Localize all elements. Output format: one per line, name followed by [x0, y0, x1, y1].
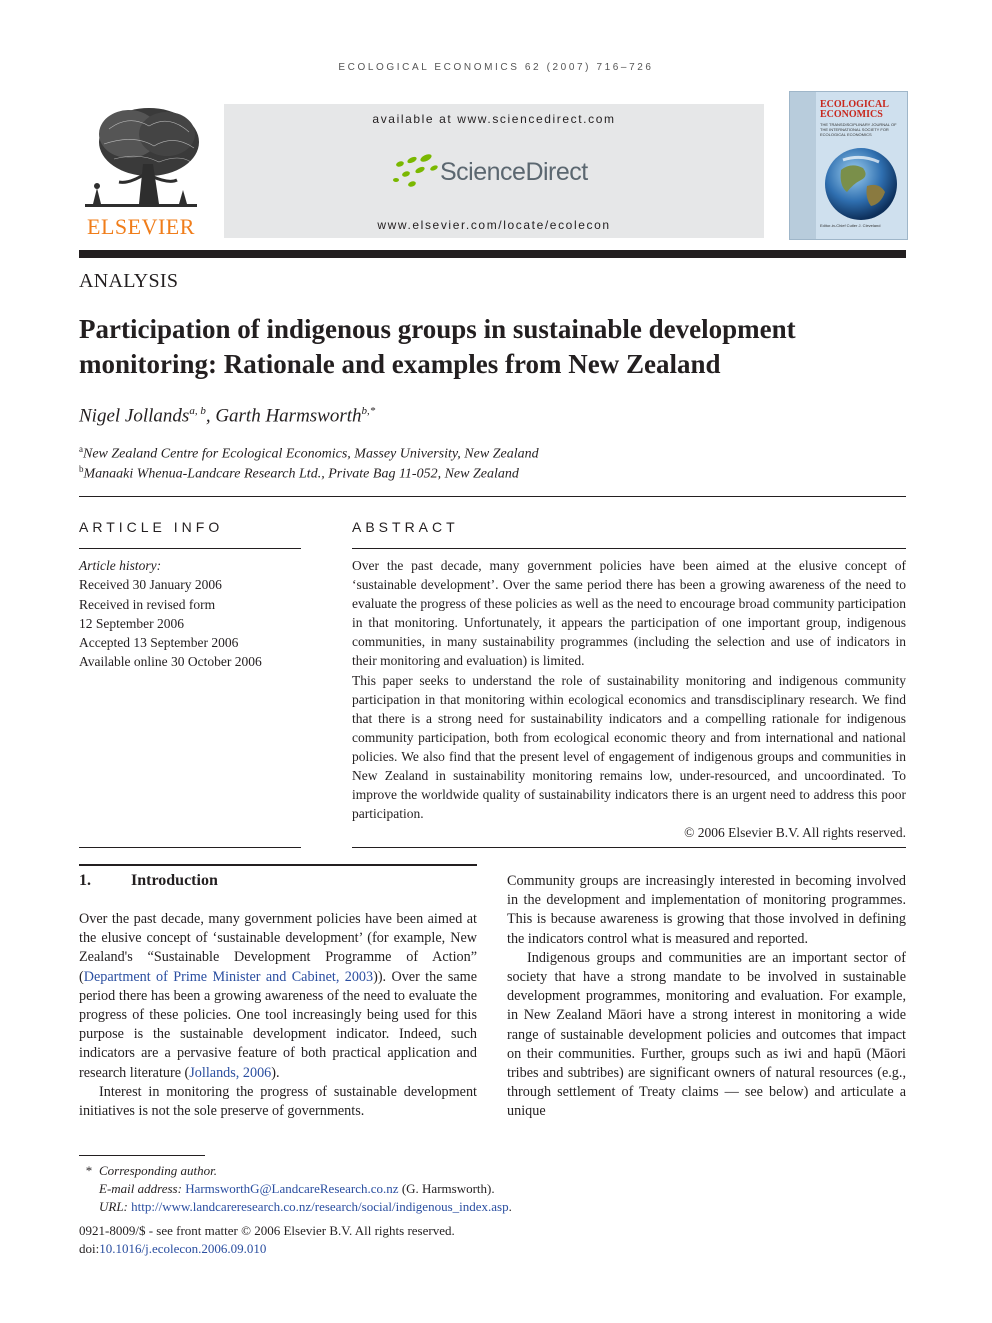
abstract-heading: ABSTRACT — [352, 519, 459, 535]
affiliation-text: New Zealand Centre for Ecological Economics, Massey University, New Zealand — [83, 446, 539, 462]
divider — [79, 864, 477, 866]
doi-label: doi: — [79, 1241, 100, 1256]
journal-cover-thumbnail[interactable] — [789, 91, 908, 240]
divider — [352, 847, 906, 848]
cover-side-strip — [790, 92, 816, 239]
issn-line: 0921-8009/$ - see front matter © 2006 Elsevier B.V. All rights reserved. — [79, 1223, 455, 1238]
footnote-corresponding-text: Corresponding author. — [99, 1163, 217, 1178]
cover-title-line1: ECOLOGICAL — [820, 99, 889, 110]
cover-editor: Editor-in-Chief Cutler J. Cleveland — [820, 223, 881, 228]
footnote-rule — [79, 1155, 205, 1156]
author-affiliation-mark: b,* — [361, 405, 376, 417]
section-title: Introduction — [131, 872, 218, 889]
section-label: ANALYSIS — [79, 270, 179, 292]
url-suffix: . — [508, 1199, 512, 1214]
abstract-paragraph: Over the past decade, many government policies have been aimed at the elusive concept of ‘sustainable development’. Over the same period there has been a growing awareness of the need to evaluate the progress of these policies as well as the need to encourage broad community participation in that monitoring. Unfortunately, it appears the participation of one important group, indigenous communities, in many sustainability programmes (including the selection and use of indicators in their monitoring and evaluation) is limited. — [352, 558, 906, 669]
cover-title-line2: ECONOMICS — [820, 109, 883, 120]
url-link[interactable]: http://www.landcareresearch.co.nz/research/social/indigenous_index.asp — [131, 1199, 509, 1214]
body-paragraph: Indigenous groups and communities are an important sector of society that have a strong mandate to be involved in sustainable development programmes, monitoring and evaluation. For example, in New Zealand Māori have a strong interest in monitoring a wide range of sustainable development policies and outcomes that impact on their communities. Further, groups such as iwi and hapū (Māori tribes and subtribes) are significant owners of natural resources (e.g., through settlement of Treaty claims — see below) and articulate a unique — [507, 949, 906, 1120]
affiliation-mark: a — [79, 444, 83, 454]
affiliation-text: Manaaki Whenua-Landcare Research Ltd., Private Bag 11-052, New Zealand — [83, 466, 519, 482]
elsevier-logo[interactable] — [79, 104, 203, 240]
divider — [79, 496, 906, 497]
article-title: Participation of indigenous groups in sustainable development monitoring: Rationale and examples from New Zealand — [79, 314, 796, 379]
sciencedirect-banner — [224, 104, 764, 238]
footnote-corresponding — [79, 1162, 512, 1180]
journal-running-header: ECOLOGICAL ECONOMICS 62 (2007) 716–726 — [338, 62, 654, 73]
footnote-star: * — [85, 1163, 93, 1178]
globe-icon — [823, 146, 899, 222]
article-history — [79, 556, 301, 672]
affiliation-mark: b — [79, 464, 84, 474]
author-name[interactable]: Garth Harmsworth — [215, 405, 362, 427]
body-paragraph — [79, 910, 477, 1083]
elsevier-locate-url[interactable]: www.elsevier.com/locate/ecolecon — [377, 218, 611, 232]
affiliation — [79, 444, 539, 463]
sciencedirect-logo-text: ScienceDirect — [440, 158, 588, 186]
history-label: Article history: — [79, 558, 162, 573]
history-item: Received in revised form — [79, 596, 216, 612]
body-text: )). Over the same period there has been a growing awareness of the need to evaluate the progress of these policies. One tool increasingly being used for this purpose is the sustainable development indicator. Indeed, such indicators are a pervasive feature of both practical application and research literature ( — [79, 968, 477, 1081]
doi-line — [79, 1240, 455, 1258]
email-link[interactable]: HarmsworthG@LandcareResearch.co.nz — [185, 1181, 399, 1196]
citation-link[interactable]: Jollands, 2006 — [189, 1064, 272, 1081]
sciencedirect-logo[interactable] — [392, 154, 602, 194]
section-heading-introduction — [79, 872, 218, 890]
author-name[interactable]: Nigel Jollands — [79, 405, 190, 427]
sciencedirect-leaves-icon — [392, 154, 440, 194]
divider — [352, 548, 906, 549]
footnote — [79, 1162, 512, 1216]
footnote-url — [79, 1198, 512, 1216]
article-info-heading: ARTICLE INFO — [79, 519, 224, 535]
history-item: Accepted 13 September 2006 — [79, 635, 239, 651]
footnote-email — [79, 1180, 512, 1198]
email-label: E-mail address: — [99, 1181, 182, 1196]
citation-link[interactable]: Department of Prime Minister and Cabinet, 2003 — [83, 968, 374, 985]
left-column-body — [79, 910, 477, 1121]
history-item: Available online 30 October 2006 — [79, 654, 262, 670]
author-separator: , — [205, 405, 216, 427]
header-rule — [79, 250, 906, 258]
email-suffix: (G. Harmsworth). — [398, 1181, 495, 1196]
divider — [79, 548, 301, 549]
url-label: URL: — [99, 1199, 128, 1214]
sciencedirect-available-text[interactable]: available at www.sciencedirect.com — [372, 112, 616, 126]
elsevier-wordmark: ELSEVIER — [87, 214, 195, 239]
right-column-body — [507, 872, 906, 1122]
history-item: Received 30 January 2006 — [79, 577, 222, 593]
cover-title — [820, 100, 889, 120]
divider — [79, 847, 301, 848]
abstract-body — [352, 556, 906, 842]
elsevier-tree-icon — [79, 104, 203, 214]
body-paragraph: Community groups are increasingly interested in becoming involved in the development and implementation of monitoring programmes. This is because awareness is growing that those involved in defining the indicators control what is measured and reported. — [507, 873, 906, 947]
body-text: Over the past decade, many government policies have been aimed at the elusive concept of ‘sustainable development’ (for example, New Zealand's “Sustainable Development Programme of Action” ( — [79, 911, 477, 985]
section-number: 1. — [79, 872, 91, 889]
doi-link[interactable]: 10.1016/j.ecolecon.2006.09.010 — [99, 1241, 267, 1256]
affiliation — [79, 464, 519, 483]
history-item: 12 September 2006 — [79, 615, 184, 631]
body-paragraph: Interest in monitoring the progress of sustainable development initiatives is not the sole preserve of governments. — [79, 1083, 477, 1120]
page-footer — [79, 1222, 455, 1258]
body-text: ). — [271, 1064, 280, 1081]
abstract-copyright: © 2006 Elsevier B.V. All rights reserved. — [684, 825, 906, 841]
author-affiliation-mark: a, b — [189, 405, 206, 417]
cover-subtitle: THE TRANSDISCIPLINARY JOURNAL OF THE INTERNATIONAL SOCIETY FOR ECOLOGICAL ECONOMICS — [820, 122, 897, 137]
author-list — [79, 405, 375, 427]
abstract-paragraph: This paper seeks to understand the role of sustainability monitoring and indigenous community participation in that monitoring within ecological economics and transdisciplinary research. We find that there is a strong need for sustainability indicators and a compelling rationale for indigenous community participation, both from ecological economic theory and from international and national policies. We also find that the present level of engagement of indigenous groups and communities in New Zealand in sustainability monitoring remains low, under-resourced, and uncoordinated. To improve the worldwide quality of sustainability indicators there is an urgent need to address this poor participation. — [352, 672, 906, 822]
